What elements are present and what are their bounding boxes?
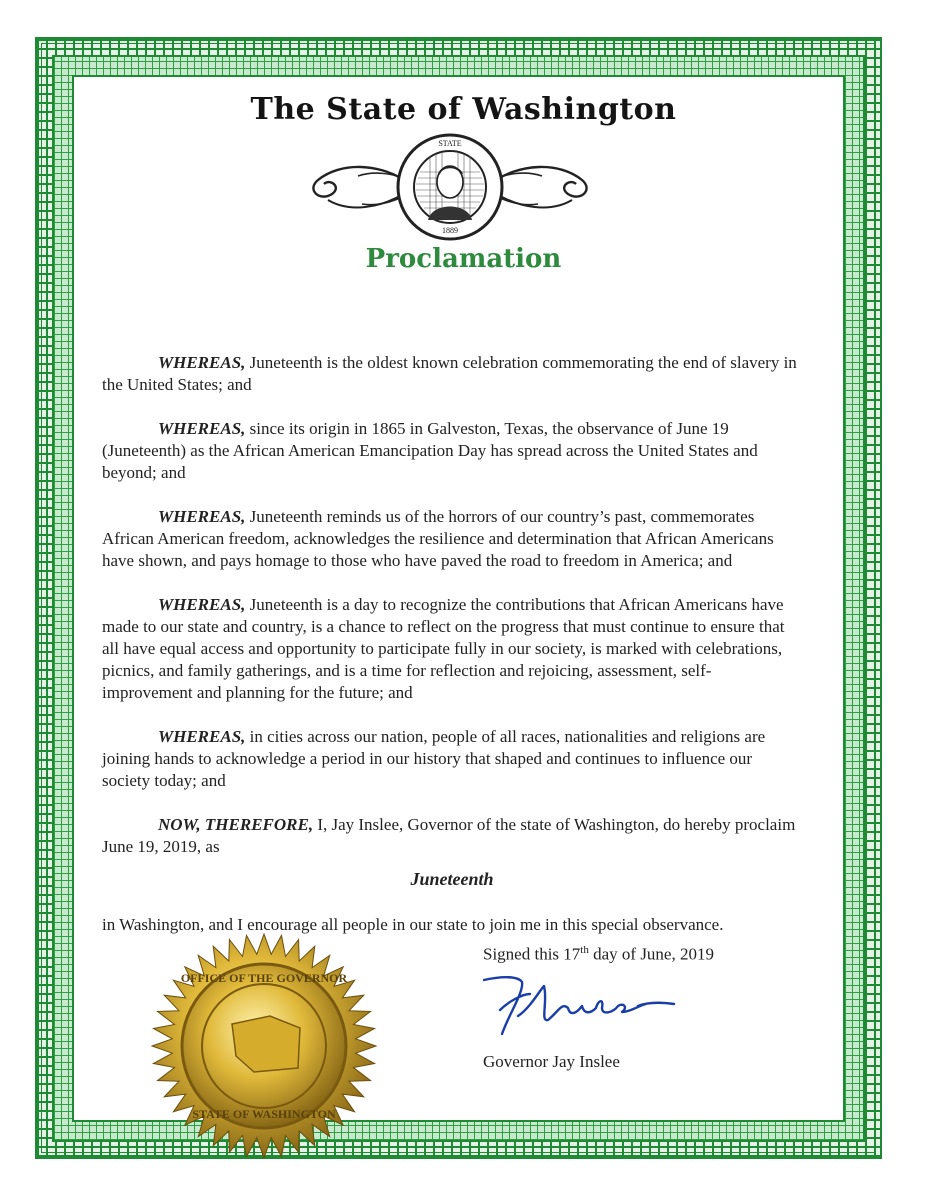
paragraph-text: in cities across our nation, people of all races, nationalities and religions are joining hands to acknowledge a period in our history that shaped and continues to influence our society today; and [102, 727, 766, 790]
state-seal-emblem [300, 132, 600, 242]
whereas-paragraph-3 [102, 506, 802, 572]
proclamation-body [102, 352, 802, 956]
signed-suffix: day of June, 2019 [588, 944, 714, 964]
governor-gold-seal [150, 932, 378, 1160]
paragraph-lead: WHEREAS, [158, 595, 246, 614]
svg-text:STATE: STATE [438, 139, 462, 148]
paragraph-lead: NOW, THEREFORE, [158, 815, 314, 834]
paragraph-text: Juneteenth reminds us of the horrors of our country’s past, commemorates African American freedom, acknowledges the resilience and determination that African Americans have shown, and pays homage to those who have paved the road to freedom in America; and [102, 507, 774, 570]
paragraph-lead: WHEREAS, [158, 727, 246, 746]
therefore-paragraph [102, 814, 802, 858]
paragraph-text: Juneteenth is the oldest known celebration commemorating the end of slavery in the United States; and [102, 353, 797, 394]
closing-paragraph: in Washington, and I encourage all people in our state to join me in this special observance. [102, 915, 724, 934]
signature-icon [478, 972, 678, 1042]
state-seal-icon [300, 132, 600, 242]
svg-text:OFFICE OF THE GOVERNOR: OFFICE OF THE GOVERNOR [180, 971, 348, 985]
paragraph-lead: WHEREAS, [158, 507, 246, 526]
state-title: The State of Washington [250, 92, 677, 127]
paragraph-text: Juneteenth is a day to recognize the contributions that African Americans have made to our state and country, is a chance to reflect on the progress that must continue to ensure that all have equal access and opportunity to participate fully in our society, is marked with celebrations, picnics, and family gatherings, and is a time for reflection and rejoicing, assessment, self-improvement and planning for the future; and [102, 595, 785, 702]
paragraph-text: since its origin in 1865 in Galveston, Texas, the observance of June 19 (Juneteenth) as the African American Emancipation Day has spread across the United States and beyond; and [102, 419, 758, 482]
svg-text:1889: 1889 [442, 226, 458, 235]
svg-text:STATE OF WASHINGTON: STATE OF WASHINGTON [192, 1107, 336, 1121]
proclamation-heading: Proclamation [365, 244, 562, 274]
whereas-paragraph-2 [102, 418, 802, 484]
signed-prefix: Signed this 17 [483, 944, 581, 964]
observance-title: Juneteenth [410, 869, 494, 889]
paragraph-lead: WHEREAS, [158, 419, 246, 438]
whereas-paragraph-5 [102, 726, 802, 792]
signed-ordinal: th [580, 944, 589, 956]
paragraph-text: I, Jay Inslee, Governor of the state of Washington, do hereby proclaim June 19, 2019, as [102, 815, 796, 856]
gold-seal-icon [150, 932, 378, 1160]
governor-signature [478, 972, 678, 1042]
signed-date-line [483, 944, 714, 965]
whereas-paragraph-4 [102, 594, 802, 704]
governor-name: Governor Jay Inslee [483, 1052, 620, 1071]
paragraph-lead: WHEREAS, [158, 353, 246, 372]
whereas-paragraph-1 [102, 352, 802, 396]
